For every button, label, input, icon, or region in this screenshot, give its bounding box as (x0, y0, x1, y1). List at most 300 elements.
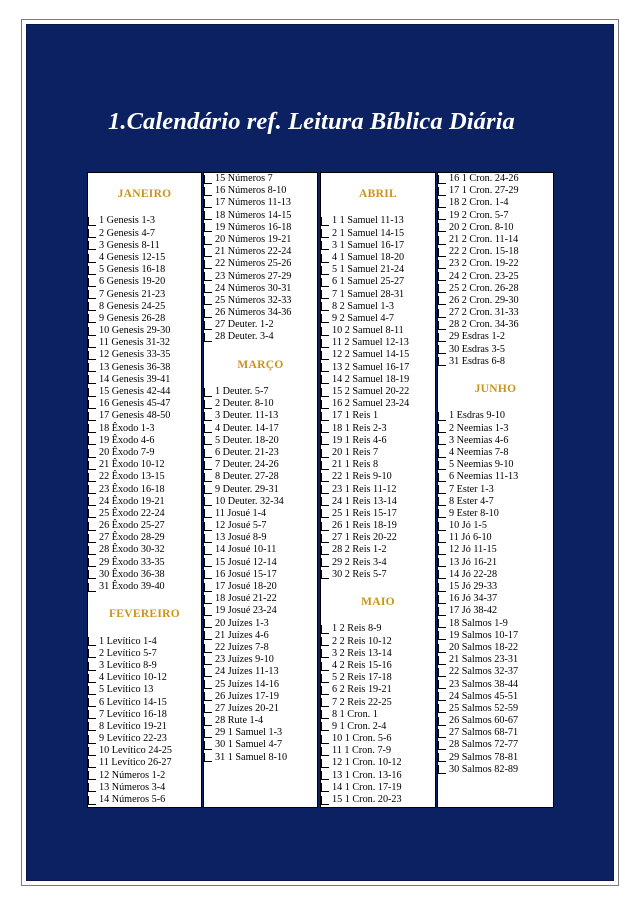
reading-label: 27 Juízes 20-21 (215, 702, 279, 714)
checkbox[interactable] (88, 747, 96, 756)
reading-item (438, 283, 553, 295)
checkbox[interactable] (438, 211, 446, 220)
reading-item (88, 745, 201, 757)
checkbox[interactable] (204, 546, 212, 555)
checkbox[interactable] (204, 644, 212, 653)
checkbox[interactable] (88, 686, 96, 695)
reading-label: 15 2 Samuel 20-22 (332, 386, 410, 397)
checkbox[interactable] (88, 327, 96, 336)
reading-item (321, 398, 435, 410)
reading-item (321, 410, 435, 422)
reading-item (438, 532, 553, 544)
checkbox[interactable] (321, 747, 329, 756)
reading-label: 5 Genesis 16-18 (99, 264, 166, 276)
checkbox[interactable] (321, 625, 329, 634)
checkbox[interactable] (321, 290, 329, 299)
checkbox[interactable] (88, 674, 96, 683)
checkbox[interactable] (321, 796, 329, 805)
reading-label: 25 2 Cron. 26-28 (449, 282, 519, 294)
checkbox[interactable] (204, 461, 212, 470)
reading-item (321, 374, 435, 386)
checkbox[interactable] (204, 680, 212, 689)
reading-label: 17 Josué 18-20 (215, 581, 277, 592)
reading-label: 9 2 Samuel 4-7 (332, 312, 394, 324)
reading-item (88, 757, 201, 769)
reading-label: 24 Êxodo 19-21 (99, 495, 165, 507)
checkbox[interactable] (438, 199, 446, 208)
checkbox[interactable] (88, 363, 96, 372)
checkbox[interactable] (321, 735, 329, 744)
reading-item (438, 666, 553, 678)
checkbox[interactable] (321, 509, 329, 518)
checkbox[interactable] (438, 333, 446, 342)
checkbox[interactable] (204, 741, 212, 750)
checkbox[interactable] (204, 558, 212, 567)
reading-label: 28 Êxodo 30-32 (99, 544, 165, 556)
checkbox[interactable] (438, 704, 446, 713)
reading-label: 9 Ester 8-10 (449, 507, 499, 519)
checkbox[interactable] (204, 473, 212, 482)
checkbox[interactable] (438, 522, 446, 531)
reading-item (438, 557, 553, 569)
reading-label: 17 1 Reis 1 (332, 410, 379, 422)
checkbox[interactable] (88, 558, 96, 567)
checkbox[interactable] (88, 546, 96, 555)
reading-label: 22 1 Reis 9-10 (332, 471, 392, 483)
checkbox[interactable] (88, 302, 96, 311)
checkbox[interactable] (204, 333, 212, 342)
reading-item (88, 721, 201, 733)
checkbox[interactable] (438, 412, 446, 421)
checkbox[interactable] (204, 309, 212, 318)
spacer (204, 374, 317, 386)
reading-label: 30 2 Reis 5-7 (332, 568, 387, 580)
reading-item (321, 289, 435, 301)
reading-label: 29 Êxodo 33-35 (99, 556, 165, 568)
checkbox[interactable] (88, 509, 96, 518)
reading-label: 30 1 Samuel 4-7 (215, 739, 283, 751)
checkbox[interactable] (204, 534, 212, 543)
checkbox[interactable] (204, 400, 212, 409)
checkbox[interactable] (88, 473, 96, 482)
reading-item (204, 234, 317, 246)
checkbox[interactable] (88, 388, 96, 397)
reading-label: 26 Juízes 17-19 (215, 690, 279, 702)
checkbox[interactable] (88, 424, 96, 433)
checkbox[interactable] (321, 254, 329, 263)
checkbox[interactable] (321, 351, 329, 360)
checkbox[interactable] (321, 497, 329, 506)
checkbox[interactable] (88, 278, 96, 287)
reading-label: 31 Êxodo 39-40 (99, 581, 165, 592)
checkbox[interactable] (88, 375, 96, 384)
reading-label: 29 1 Samuel 1-3 (215, 727, 283, 739)
checkbox[interactable] (438, 741, 446, 750)
reading-item (204, 496, 317, 508)
checkbox[interactable] (88, 400, 96, 409)
reading-item (88, 435, 201, 447)
checkbox[interactable] (438, 717, 446, 726)
checkbox[interactable] (438, 619, 446, 628)
checkbox[interactable] (438, 485, 446, 494)
reading-item (204, 569, 317, 581)
checkbox[interactable] (438, 558, 446, 567)
checkbox[interactable] (438, 631, 446, 640)
reading-label: 14 Josué 10-11 (215, 544, 277, 556)
reading-item (204, 593, 317, 605)
reading-label: 5 Neemias 9-10 (449, 459, 514, 471)
checkbox[interactable] (321, 339, 329, 348)
checkbox[interactable] (88, 735, 96, 744)
checkbox[interactable] (438, 753, 446, 762)
checkbox[interactable] (438, 546, 446, 555)
checkbox[interactable] (321, 759, 329, 768)
reading-item (438, 271, 553, 283)
reading-label: 7 Genesis 21-23 (99, 288, 166, 300)
reading-label: 27 Deuter. 1-2 (215, 319, 274, 331)
checkbox[interactable] (204, 631, 212, 640)
checkbox[interactable] (438, 449, 446, 458)
checkbox[interactable] (438, 260, 446, 269)
checkbox[interactable] (438, 187, 446, 196)
checkbox[interactable] (204, 449, 212, 458)
reading-item (204, 520, 317, 532)
checkbox[interactable] (88, 534, 96, 543)
checkbox[interactable] (204, 199, 212, 208)
checkbox[interactable] (88, 217, 96, 226)
reading-item (438, 197, 553, 209)
checkbox[interactable] (88, 229, 96, 238)
checkbox[interactable] (88, 662, 96, 671)
checkbox[interactable] (438, 175, 446, 184)
checkbox[interactable] (321, 412, 329, 421)
checkbox[interactable] (321, 534, 329, 543)
checkbox[interactable] (321, 363, 329, 372)
reading-item (321, 569, 435, 581)
reading-label: 13 1 Cron. 13-16 (332, 769, 402, 781)
checkbox[interactable] (88, 241, 96, 250)
checkbox[interactable] (321, 436, 329, 445)
checkbox[interactable] (321, 266, 329, 275)
checkbox[interactable] (438, 729, 446, 738)
checkbox[interactable] (204, 656, 212, 665)
reading-label: 21 Juízes 4-6 (215, 629, 269, 641)
reading-label: 28 Deuter. 3-4 (215, 331, 274, 343)
checkbox[interactable] (321, 698, 329, 707)
checkbox[interactable] (204, 260, 212, 269)
reading-label: 24 2 Cron. 23-25 (449, 270, 519, 282)
checkbox[interactable] (438, 461, 446, 470)
checkbox[interactable] (438, 656, 446, 665)
reading-item (204, 185, 317, 197)
checkbox[interactable] (438, 321, 446, 330)
checkbox[interactable] (88, 339, 96, 348)
reading-label: 14 Números 5-6 (99, 794, 166, 805)
reading-item (204, 386, 317, 398)
reading-item (321, 684, 435, 696)
checkbox[interactable] (321, 314, 329, 323)
checkbox[interactable] (438, 765, 446, 774)
reading-item (88, 709, 201, 721)
reading-label: 1 Deuter. 5-7 (215, 386, 269, 397)
reading-item (321, 557, 435, 569)
reading-item (88, 770, 201, 782)
reading-label: 10 Deuter. 32-34 (215, 495, 284, 507)
reading-item (438, 642, 553, 654)
reading-item (88, 423, 201, 435)
checkbox[interactable] (88, 497, 96, 506)
reading-label: 1 Esdras 9-10 (449, 410, 506, 422)
checkbox[interactable] (321, 485, 329, 494)
checkbox[interactable] (88, 436, 96, 445)
checkbox[interactable] (438, 424, 446, 433)
reading-item (438, 703, 553, 715)
reading-item (204, 283, 317, 295)
reading-item (204, 447, 317, 459)
checkbox[interactable] (438, 534, 446, 543)
reading-item (321, 228, 435, 240)
reading-item (438, 356, 553, 368)
checkbox[interactable] (88, 637, 96, 646)
reading-label: 12 Genesis 33-35 (99, 349, 171, 361)
checkbox[interactable] (321, 388, 329, 397)
checkbox[interactable] (438, 668, 446, 677)
checkbox[interactable] (204, 570, 212, 579)
checkbox[interactable] (438, 296, 446, 305)
checkbox[interactable] (438, 436, 446, 445)
checkbox[interactable] (438, 357, 446, 366)
checkbox[interactable] (204, 753, 212, 762)
checkbox[interactable] (204, 388, 212, 397)
checkbox[interactable] (438, 345, 446, 354)
checkbox[interactable] (88, 698, 96, 707)
reading-item (204, 295, 317, 307)
checkbox[interactable] (438, 570, 446, 579)
reading-item (321, 325, 435, 337)
reading-label: 8 Levítico 19-21 (99, 720, 167, 732)
checkbox[interactable] (321, 375, 329, 384)
reading-item (321, 721, 435, 733)
checkbox[interactable] (321, 558, 329, 567)
reading-label: 21 2 Cron. 11-14 (449, 233, 519, 245)
reading-label: 18 1 Reis 2-3 (332, 422, 387, 434)
checkbox[interactable] (438, 236, 446, 245)
checkbox[interactable] (321, 570, 329, 579)
checkbox[interactable] (204, 296, 212, 305)
checkbox[interactable] (204, 223, 212, 232)
checkbox[interactable] (438, 583, 446, 592)
checkbox[interactable] (438, 248, 446, 257)
checkbox[interactable] (438, 473, 446, 482)
reading-item (321, 520, 435, 532)
reading-item (204, 557, 317, 569)
checkbox[interactable] (204, 424, 212, 433)
checkbox[interactable] (321, 302, 329, 311)
checkbox[interactable] (321, 722, 329, 731)
reading-label: 6 2 Reis 19-21 (332, 684, 392, 696)
reading-item (321, 770, 435, 782)
checkbox[interactable] (438, 644, 446, 653)
checkbox[interactable] (438, 692, 446, 701)
reading-label: 23 2 Cron. 19-22 (449, 258, 519, 270)
checkbox[interactable] (438, 509, 446, 518)
checkbox[interactable] (88, 351, 96, 360)
reading-item (88, 410, 201, 422)
checkbox[interactable] (204, 509, 212, 518)
checkbox[interactable] (88, 570, 96, 579)
checkbox[interactable] (321, 710, 329, 719)
checkbox[interactable] (321, 424, 329, 433)
reading-item (88, 544, 201, 556)
checkbox[interactable] (204, 236, 212, 245)
checkbox[interactable] (88, 412, 96, 421)
checkbox[interactable] (204, 211, 212, 220)
checkbox[interactable] (321, 449, 329, 458)
checkbox[interactable] (88, 649, 96, 658)
reading-label: 19 Números 16-18 (215, 221, 292, 233)
reading-item (438, 727, 553, 739)
reading-item (88, 660, 201, 672)
checkbox[interactable] (204, 668, 212, 677)
reading-item (88, 496, 201, 508)
checkbox[interactable] (204, 704, 212, 713)
checkbox[interactable] (88, 314, 96, 323)
reading-label: 7 Levítico 16-18 (99, 708, 167, 720)
checkbox[interactable] (438, 595, 446, 604)
checkbox[interactable] (321, 327, 329, 336)
reading-label: 22 Êxodo 13-15 (99, 471, 165, 483)
checkbox[interactable] (88, 759, 96, 768)
checkbox[interactable] (88, 449, 96, 458)
checkbox[interactable] (204, 272, 212, 281)
reading-item (88, 520, 201, 532)
reading-item (88, 215, 201, 227)
checkbox[interactable] (321, 662, 329, 671)
reading-label: 7 Deuter. 24-26 (215, 459, 279, 471)
checkbox[interactable] (88, 461, 96, 470)
checkbox[interactable] (204, 248, 212, 257)
checkbox[interactable] (88, 771, 96, 780)
reading-label: 3 Genesis 8-11 (99, 239, 160, 251)
reading-label: 25 Salmos 52-59 (449, 702, 519, 714)
reading-label: 31 1 Samuel 8-10 (215, 751, 288, 763)
reading-item (438, 679, 553, 691)
checkbox[interactable] (321, 217, 329, 226)
checkbox[interactable] (321, 473, 329, 482)
reading-item (204, 679, 317, 691)
checkbox[interactable] (321, 546, 329, 555)
checkbox[interactable] (438, 497, 446, 506)
reading-item (438, 752, 553, 764)
reading-item (204, 739, 317, 751)
checkbox[interactable] (204, 485, 212, 494)
reading-label: 5 2 Reis 17-18 (332, 672, 392, 684)
checkbox[interactable] (321, 649, 329, 658)
checkbox[interactable] (321, 522, 329, 531)
reading-item (204, 271, 317, 283)
reading-item (204, 581, 317, 593)
checkbox[interactable] (88, 583, 96, 592)
checkbox[interactable] (321, 400, 329, 409)
reading-label: 5 Deuter. 18-20 (215, 434, 279, 446)
checkbox[interactable] (204, 607, 212, 616)
checkbox[interactable] (88, 485, 96, 494)
checkbox[interactable] (321, 686, 329, 695)
checkbox[interactable] (204, 692, 212, 701)
reading-item (321, 362, 435, 374)
checkbox[interactable] (204, 717, 212, 726)
checkbox[interactable] (321, 229, 329, 238)
checkbox[interactable] (321, 278, 329, 287)
reading-item (321, 313, 435, 325)
checkbox[interactable] (88, 722, 96, 731)
checkbox[interactable] (438, 284, 446, 293)
checkbox[interactable] (204, 284, 212, 293)
reading-item (204, 484, 317, 496)
checkbox[interactable] (321, 461, 329, 470)
reading-item (321, 447, 435, 459)
checkbox[interactable] (204, 583, 212, 592)
checkbox[interactable] (321, 637, 329, 646)
reading-label: 11 1 Cron. 7-9 (332, 745, 392, 757)
checkbox[interactable] (438, 272, 446, 281)
checkbox[interactable] (204, 412, 212, 421)
reading-item (438, 739, 553, 751)
checkbox[interactable] (88, 290, 96, 299)
checkbox[interactable] (204, 522, 212, 531)
checkbox[interactable] (204, 729, 212, 738)
reading-item (438, 234, 553, 246)
checkbox[interactable] (204, 436, 212, 445)
checkbox[interactable] (321, 241, 329, 250)
checkbox[interactable] (438, 680, 446, 689)
checkbox[interactable] (438, 607, 446, 616)
checkbox[interactable] (204, 321, 212, 330)
reading-item (438, 544, 553, 556)
reading-label: 9 1 Cron. 2-4 (332, 720, 387, 732)
checkbox[interactable] (321, 771, 329, 780)
checkbox[interactable] (204, 619, 212, 628)
checkbox[interactable] (88, 522, 96, 531)
checkbox[interactable] (438, 223, 446, 232)
checkbox[interactable] (88, 783, 96, 792)
checkbox[interactable] (438, 309, 446, 318)
reading-item (321, 337, 435, 349)
checkbox[interactable] (204, 595, 212, 604)
checkbox[interactable] (88, 254, 96, 263)
reading-item (88, 508, 201, 520)
reading-label: 28 2 Reis 1-2 (332, 544, 387, 556)
checkbox[interactable] (204, 175, 212, 184)
checkbox[interactable] (204, 497, 212, 506)
reading-item (438, 520, 553, 532)
checkbox[interactable] (88, 266, 96, 275)
reading-item (321, 459, 435, 471)
checkbox[interactable] (321, 783, 329, 792)
reading-item (88, 325, 201, 337)
reading-item (204, 246, 317, 258)
checkbox[interactable] (204, 187, 212, 196)
checkbox[interactable] (88, 710, 96, 719)
checkbox[interactable] (88, 796, 96, 805)
checkbox[interactable] (321, 674, 329, 683)
reading-label: 25 Êxodo 22-24 (99, 507, 165, 519)
reading-item (88, 733, 201, 745)
reading-item (204, 654, 317, 666)
reading-label: 1 1 Samuel 11-13 (332, 215, 404, 227)
reading-label: 30 Esdras 3-5 (449, 343, 506, 355)
reading-label: 14 2 Samuel 18-19 (332, 373, 410, 385)
